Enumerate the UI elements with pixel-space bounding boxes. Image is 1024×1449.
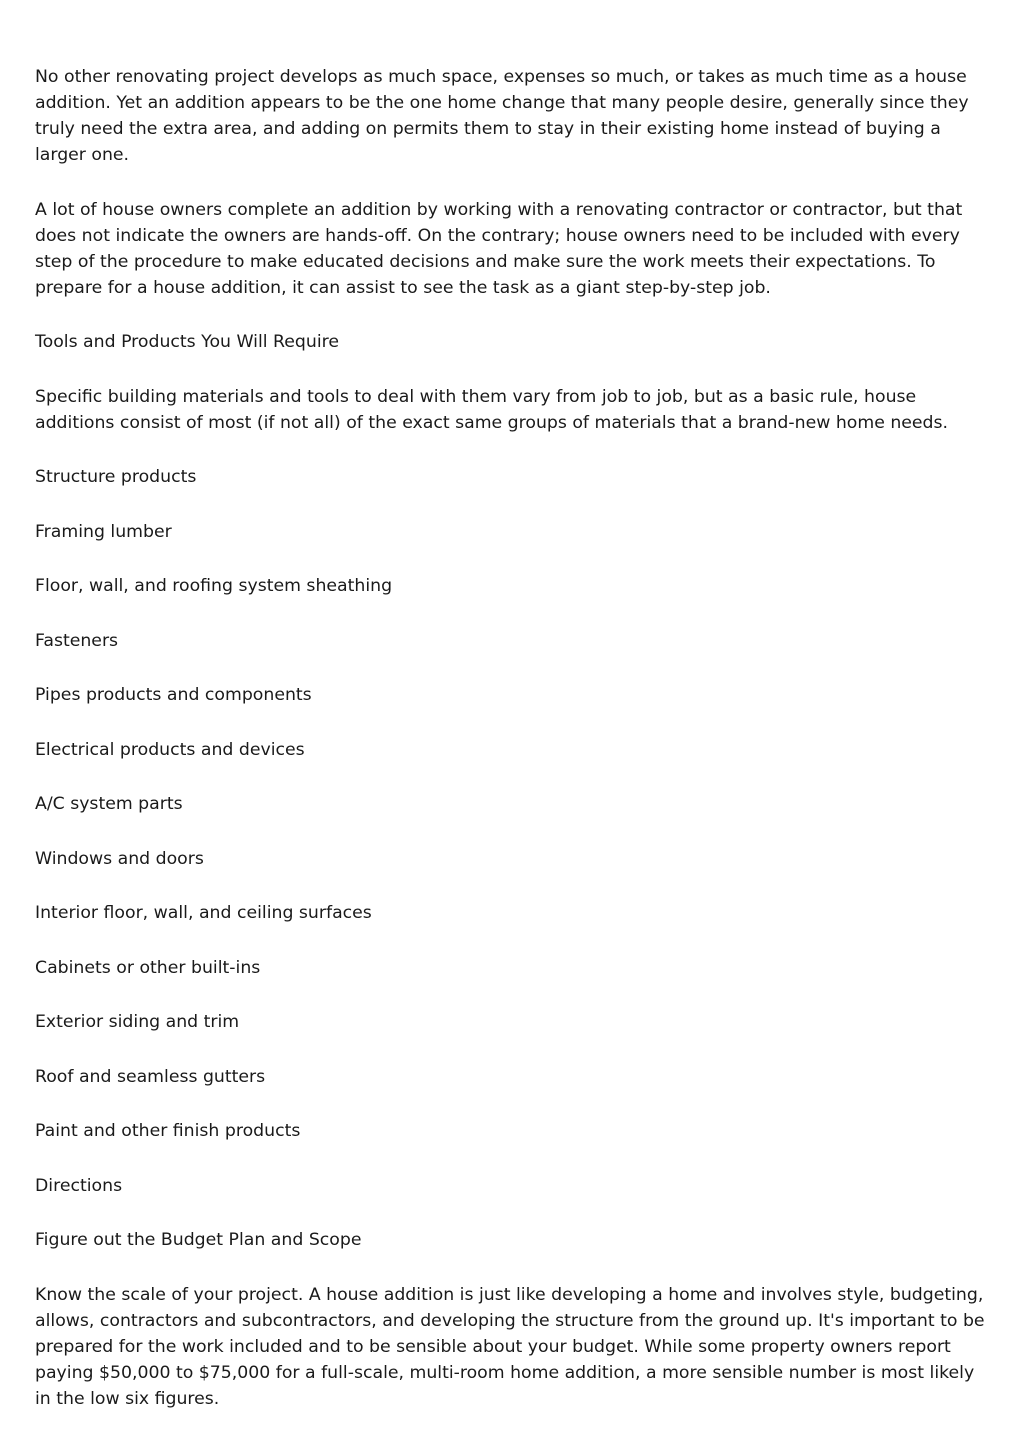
list-item: Fasteners: [35, 630, 119, 651]
list-item: Exterior siding and trim: [35, 1012, 240, 1032]
list-item: Paint and other finish products: [35, 1121, 301, 1141]
list-item: Windows and doors: [35, 848, 204, 869]
step-heading-budget: Figure out the Budget Plan and Scope: [35, 1230, 362, 1250]
list-item: Electrical products and devices: [35, 739, 305, 760]
list-item: Pipes products and components: [35, 685, 312, 705]
section-heading-tools: Tools and Products You Will Require: [35, 332, 340, 352]
list-item: Framing lumber: [35, 521, 172, 542]
list-item: Cabinets or other built-ins: [35, 957, 261, 978]
list-item: Roof and seamless gutters: [35, 1066, 266, 1087]
list-item: Structure products: [35, 467, 197, 487]
paragraph-homeowners: A lot of house owners complete an addition by working with a renovating contractor or contractor, but that does not indicate the owners are hands-off. On the contrary; house owners need to be included with every step of the procedure to make educated decisions and make sure the work meets their expectations. To prepare for a house addition, it can assist to see the task as a giant step-by-step job.: [35, 199, 963, 298]
document-body: [35, 64, 995, 1440]
paragraph-materials: Specific building materials and tools to deal with them vary from job to job, but as a basic rule, house additions consist of most (if not all) of the exact same groups of materials that a brand-new home needs.: [35, 386, 949, 433]
paragraph-scale: Know the scale of your project. A house addition is just like developing a home and involves style, budgeting, allows, contractors and subcontractors, and developing the structure from the ground up. It's important to be prepared for the work included and to be sensible about your budget. While some property owners report paying $50,000 to $75,000 for a full-scale, multi-room home addition, a more sensible number is most likely in the low six figures.: [35, 1284, 985, 1409]
section-heading-directions: Directions: [35, 1175, 123, 1196]
paragraph-intro: No other renovating project develops as much space, expenses so much, or takes as much time as a house addition. Yet an addition appears to be the one home change that many people desire, generally since they truly need the extra area, and adding on permits them to stay in their existing home instead of buying a larger one.: [35, 67, 969, 165]
list-item: Interior floor, wall, and ceiling surfaces: [35, 903, 372, 923]
list-item: A/C system parts: [35, 794, 183, 814]
list-item: Floor, wall, and roofing system sheathing: [35, 576, 393, 596]
